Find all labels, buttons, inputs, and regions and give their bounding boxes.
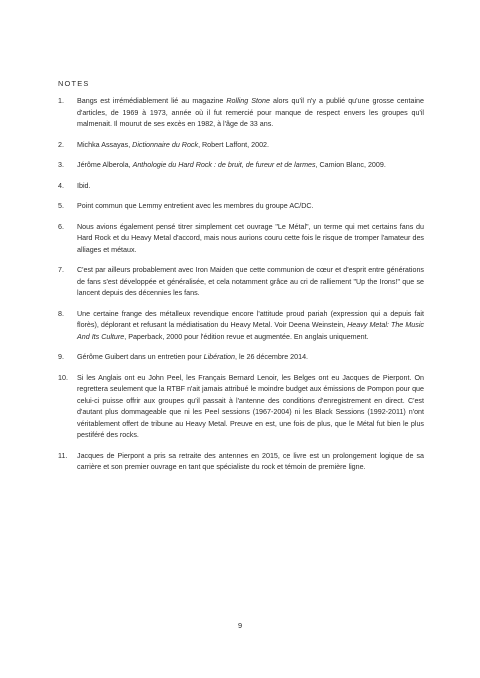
note-item [58,96,424,131]
note-number: 9. [58,353,64,361]
note-text: Si les Anglais ont eu John Peel, les Français Bernard Lenoir, les Belges ont eu Jacques de Pierpont. On regrettera seulement que la RTBF n'ait jamais attribué le moindre budget aux émissions de Pompon pour que celui-ci puisse offrir aux groupes qu'il passait à l'antenne des conditions d'enregistrement en direct. C'est d'autant plus dommageable que ni les Peel sessions (1967-2004) ni les Black Sessions (1992-2011) n'ont véritablement offert de tribune au Heavy Metal. Preuve en est, une fois de plus, que le Métal fut bien le plus pestiféré des rocks. [77,373,424,439]
note-text: Jacques de Pierpont a pris sa retraite des antennes en 2015, ce livre est un prolongement logique de sa carrière et son premier ouvrage en tant que spécialiste du rock et témoin de première ligne. [77,451,424,471]
note-item [58,181,424,193]
note-item [58,309,424,344]
note-text: C'est par ailleurs probablement avec Iron Maiden que cette communion de cœur et d'esprit entre générations de fans s'est développée et généralisée, et cela notamment grâce au cri de ralliement "Up the Irons!" que se lancent depuis des décennies les fans. [77,266,424,297]
note-text: Une certaine frange des métalleux revendique encore l'attitude proud pariah (expression qui a depuis fait florès), déplorant et refusant la médiatisation du Heavy Metal. Voir Deena Weinstein, Heavy Metal: The Music And Its Culture, Paperback, 2000 pour l'édition revue et augmentée. En anglais uniquement. [77,309,424,341]
note-number: 6. [58,222,64,231]
note-text: Bangs est irrémédiablement lié au magazine Rolling Stone alors qu'il n'y a publié qu'une grosse centaine d'articles, de 1969 à 1973, année où il fut remercié pour manque de respect envers les groupes qu'il malmenait. Il mourut de ses excès en 1982, à l'âge de 33 ans. [77,97,424,128]
note-number: 7. [58,266,64,274]
note-text: Nous avions également pensé titrer simplement cet ouvrage "Le Métal", un terme qui met certains fans du Hard Rock et du Heavy Metal d'accord, mais nous aurions couru cette fois le risque de tromper l'amateur des alliages et métaux. [77,222,424,254]
note-item [58,201,424,213]
note-text: Jérôme Alberola, Anthologie du Hard Rock : de bruit, de fureur et de larmes, Camion Blanc, 2009. [77,161,386,169]
page-number: 9 [237,621,243,630]
note-number: 11. [58,451,68,460]
note-item [58,352,424,364]
note-item [58,451,424,474]
note-text: Michka Assayas, Dictionnaire du Rock, Robert Laffont, 2002. [77,140,269,149]
note-number: 10. [58,373,68,382]
note-item [58,222,424,257]
note-item [58,140,424,152]
note-number: 4. [58,181,64,190]
note-number: 8. [58,309,64,318]
note-text: Point commun que Lemmy entretient avec les membres du groupe AC/DC. [77,202,314,210]
note-text: Gérôme Guibert dans un entretien pour Libération, le 26 décembre 2014. [77,353,309,361]
note-item [58,265,424,300]
notes-heading: NOTES [58,79,90,88]
note-item [58,160,424,172]
note-item [58,373,424,442]
note-number: 5. [58,202,64,210]
note-text: Ibid. [77,181,91,190]
note-number: 1. [58,97,64,105]
note-number: 3. [58,161,64,169]
note-number: 2. [58,140,64,149]
notes-list [58,96,424,483]
